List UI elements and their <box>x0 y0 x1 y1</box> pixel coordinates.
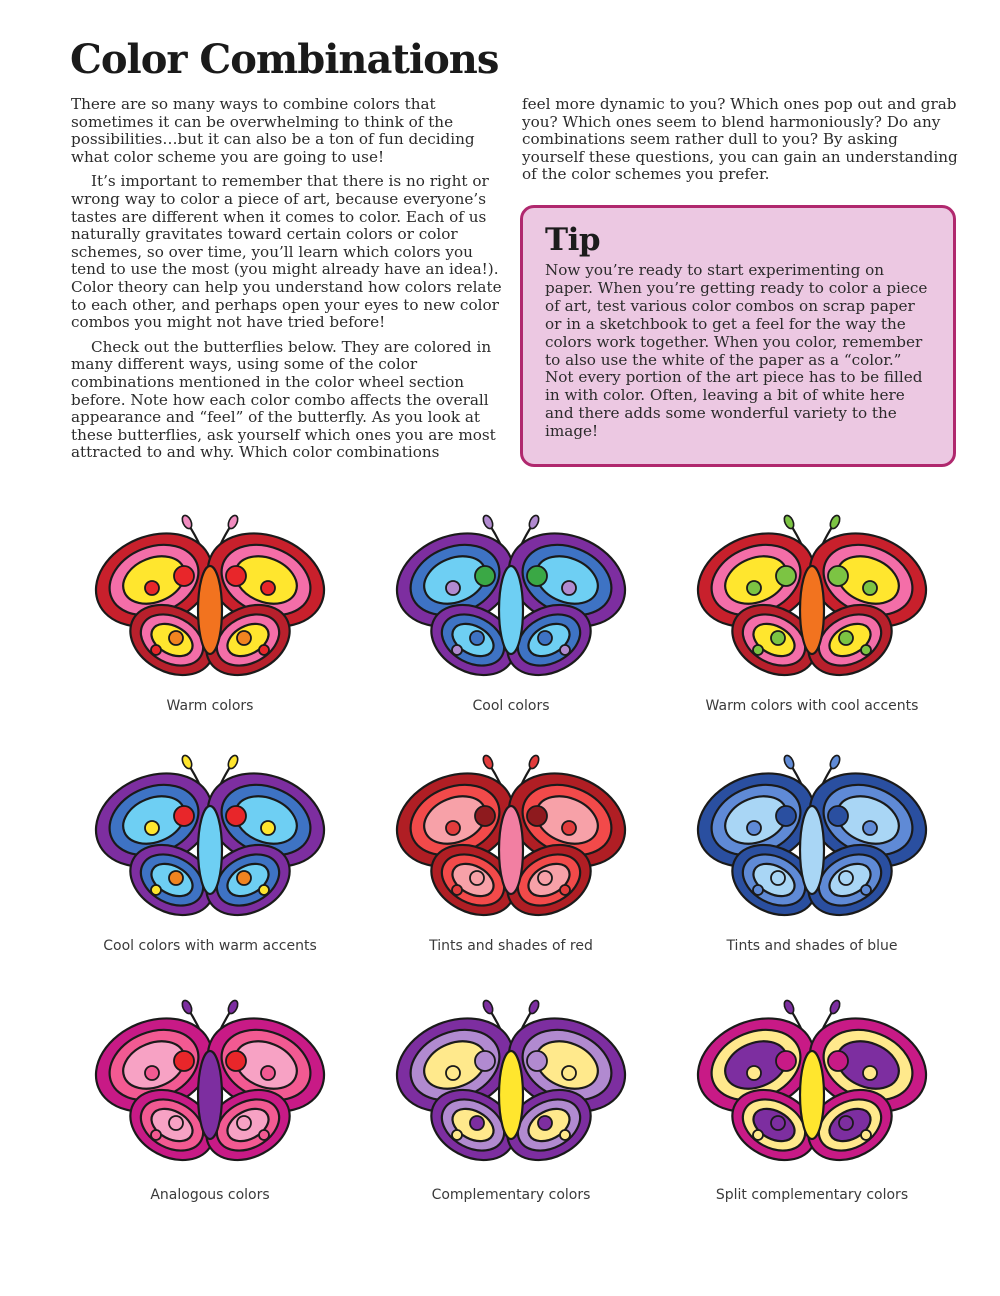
butterfly-illustration <box>391 995 631 1175</box>
butterfly-illustration <box>692 750 932 930</box>
butterfly-caption: Warm colors <box>166 698 254 714</box>
butterfly-illustration <box>391 510 631 690</box>
butterfly-caption: Split complementary colors <box>715 1187 909 1203</box>
butterfly-illustration <box>90 995 330 1175</box>
intro-paragraph-3: Check out the butterflies below. They are colored in many different ways, using some of the color combinations mentioned in the color wheel section before. Note how each color combo affects the overall appearance and “feel” of the butterfly. As you look at these butterflies, ask yourself which ones you are most attracted to and why. Which color combinations <box>71 337 496 462</box>
butterfly-caption: Complementary colors <box>431 1187 591 1203</box>
intro-paragraph-2: It’s important to remember that there is no right or wrong way to color a piece of art, because everyone’s tastes are different when it comes to color. Each of us naturally gravitates toward certain colors or color schemes, so over time, you’ll learn which colors you tend to use the most (you might already have an idea!). Color theory can help you understand how colors relate to each other, and perhaps open your eyes to new color combos you might not have tried before! <box>71 172 502 332</box>
tip-body: Now you’re ready to start experimenting on paper. When you’re getting ready to color a piece of art, test various color combos on scrap paper or in a sketchbook to get a feel for the way the colors work together. When you color, remember to also use the white of the paper as a “color.” Not every portion of the art piece has to be filled in with color. Often, leaving a bit of white here and there adds some wonderful variety to the image! <box>545 261 928 441</box>
butterfly-illustration <box>90 510 330 690</box>
butterfly-illustration <box>90 750 330 930</box>
tip-box <box>520 205 956 467</box>
butterfly-illustration <box>692 995 932 1175</box>
continued-paragraph: feel more dynamic to you? Which ones pop out and grab you? Which ones seem to blend harmoniously? Do any combinations seem rather dull to you? By asking yourself these questions, you can gain an understanding of the color schemes you prefer. <box>522 95 958 184</box>
butterfly-illustration <box>692 510 932 690</box>
intro-column <box>71 96 507 469</box>
butterfly-caption: Analogous colors <box>150 1187 270 1203</box>
butterfly-caption: Cool colors with warm accents <box>103 938 317 954</box>
page-title: Color Combinations <box>70 36 499 83</box>
butterfly-caption: Cool colors <box>472 698 550 714</box>
tip-heading: Tip <box>545 222 601 258</box>
butterfly-caption: Warm colors with cool accents <box>705 698 919 714</box>
butterfly-caption: Tints and shades of red <box>429 938 593 954</box>
intro-paragraph-1: There are so many ways to combine colors that sometimes it can be overwhelming to think of the possibilities…but it can also be a ton of fun deciding what color scheme you are going to use! <box>71 95 475 166</box>
butterfly-illustration <box>391 750 631 930</box>
butterfly-caption: Tints and shades of blue <box>726 938 898 954</box>
continued-column <box>522 96 958 191</box>
